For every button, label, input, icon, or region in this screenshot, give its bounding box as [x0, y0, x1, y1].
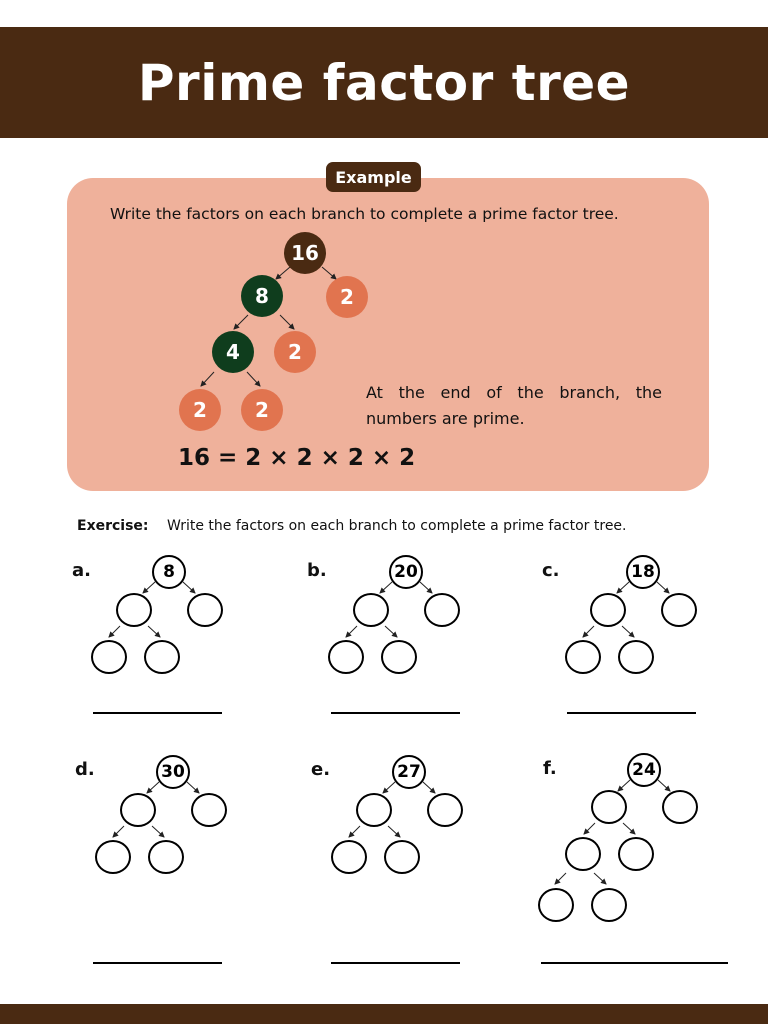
problem-letter: b. — [307, 560, 327, 581]
problem-letter: f. — [543, 758, 557, 779]
example-prime-node: 2 — [179, 389, 221, 431]
root-number-circle: 30 — [156, 755, 190, 789]
example-equation: 16 = 2 × 2 × 2 × 2 — [178, 445, 416, 471]
root-number-circle: 20 — [389, 555, 423, 589]
answer-line[interactable] — [331, 712, 460, 714]
problem-letter: d. — [75, 759, 95, 780]
problem-letter: a. — [72, 560, 91, 581]
answer-circle[interactable] — [144, 640, 180, 674]
answer-circle[interactable] — [381, 640, 417, 674]
answer-circle[interactable] — [331, 840, 367, 874]
example-root-node: 16 — [284, 232, 326, 274]
answer-circle[interactable] — [191, 793, 227, 827]
example-prime-node: 2 — [241, 389, 283, 431]
answer-circle[interactable] — [538, 888, 574, 922]
root-number-circle: 18 — [626, 555, 660, 589]
answer-circle[interactable] — [590, 593, 626, 627]
page-title: Prime factor tree — [137, 53, 631, 112]
answer-circle[interactable] — [591, 790, 627, 824]
root-number-circle: 8 — [152, 555, 186, 589]
answer-circle[interactable] — [618, 640, 654, 674]
answer-circle[interactable] — [91, 640, 127, 674]
exercise-instruction: Write the factors on each branch to complete a prime factor tree. — [166, 518, 627, 534]
problem-letter: c. — [542, 560, 560, 581]
example-node-8: 8 — [241, 275, 283, 317]
answer-circle[interactable] — [565, 837, 601, 871]
footer-bar — [0, 1004, 768, 1024]
answer-line[interactable] — [567, 712, 696, 714]
answer-circle[interactable] — [384, 840, 420, 874]
example-node-4: 4 — [212, 331, 254, 373]
answer-line[interactable] — [93, 712, 222, 714]
answer-circle[interactable] — [120, 793, 156, 827]
example-prime-node: 2 — [274, 331, 316, 373]
answer-circle[interactable] — [148, 840, 184, 874]
answer-line[interactable] — [541, 962, 728, 964]
example-instruction: Write the factors on each branch to complete a prime factor tree. — [110, 205, 619, 223]
answer-circle[interactable] — [187, 593, 223, 627]
answer-circle[interactable] — [661, 593, 697, 627]
exercise-label: Exercise: — [77, 518, 149, 534]
answer-circle[interactable] — [424, 593, 460, 627]
answer-circle[interactable] — [356, 793, 392, 827]
answer-circle[interactable] — [427, 793, 463, 827]
answer-circle[interactable] — [662, 790, 698, 824]
answer-line[interactable] — [93, 962, 222, 964]
answer-circle[interactable] — [328, 640, 364, 674]
root-number-circle: 27 — [392, 755, 426, 789]
answer-circle[interactable] — [618, 837, 654, 871]
answer-circle[interactable] — [353, 593, 389, 627]
answer-circle[interactable] — [565, 640, 601, 674]
root-number-circle: 24 — [627, 753, 661, 787]
example-note: At the end of the branch, the numbers are prime. — [366, 383, 662, 428]
problem-letter: e. — [311, 759, 331, 780]
example-badge: Example — [326, 162, 421, 192]
answer-line[interactable] — [331, 962, 460, 964]
answer-circle[interactable] — [591, 888, 627, 922]
answer-circle[interactable] — [95, 840, 131, 874]
answer-circle[interactable] — [116, 593, 152, 627]
example-prime-node: 2 — [326, 276, 368, 318]
